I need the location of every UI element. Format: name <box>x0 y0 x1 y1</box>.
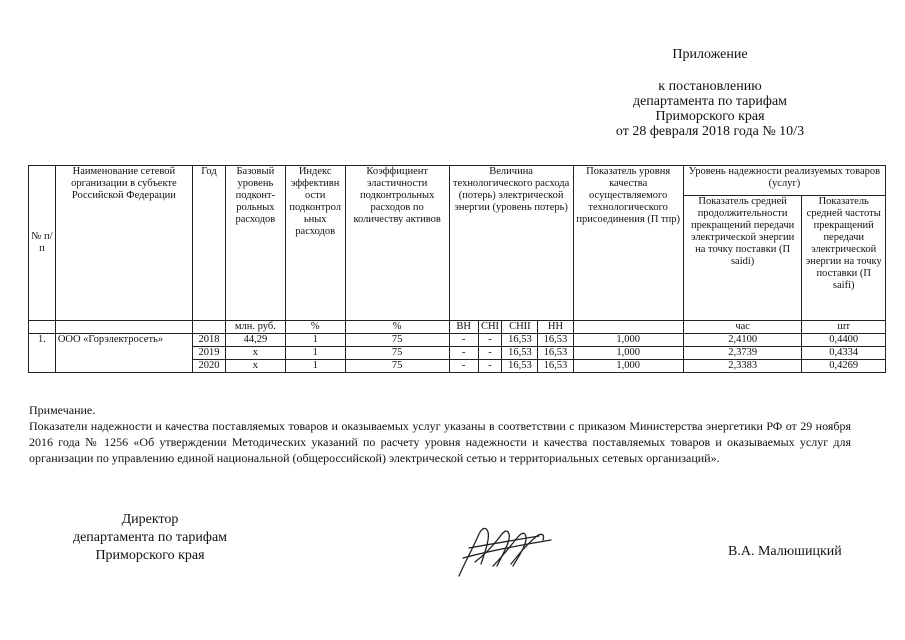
unit-vn: ВН <box>449 321 478 334</box>
cell-index: 1 <box>285 360 345 373</box>
handwritten-signature <box>455 518 555 582</box>
unit-quality <box>573 321 683 334</box>
header-coef: Коэффициент эластичности подконтрольных расходов по количеству активов <box>345 166 449 321</box>
cell-year: 2020 <box>192 360 225 373</box>
cell-vn: - <box>449 334 478 347</box>
unit-nn: НН <box>538 321 573 334</box>
org-name: ООО «Горэлектросеть» <box>55 334 192 373</box>
cell-quality: 1,000 <box>573 360 683 373</box>
cell-sn2: 16,53 <box>502 360 538 373</box>
header-saidi: Показатель средней продолжительности прекращений передачи электрической энергии на точку поставки (П saidi) <box>683 196 802 321</box>
reliability-table <box>28 165 886 373</box>
header-reliability: Уровень надежности реализуемых товаров (услуг) <box>683 166 885 196</box>
header-base: Базовый уровень подконт-рольных расходов <box>225 166 285 321</box>
unit-saifi: шт <box>802 321 886 334</box>
decree-line: Приморского края <box>655 109 765 124</box>
note-title: Примечание. <box>29 403 96 417</box>
header-losses: Величина технологического расхода (потерь) электрической энергии (уровень потерь) <box>449 166 573 321</box>
unit-sn2: СНII <box>502 321 538 334</box>
cell-sn1: - <box>478 334 502 347</box>
cell-saifi: 0,4400 <box>802 334 886 347</box>
cell-saifi: 0,4334 <box>802 347 886 360</box>
cell-coef: 75 <box>345 334 449 347</box>
unit-base: млн. руб. <box>225 321 285 334</box>
cell-sn1: - <box>478 360 502 373</box>
cell-base: 44,29 <box>225 334 285 347</box>
unit-cell <box>192 321 225 334</box>
header-saifi: Показатель средней частоты прекращений передачи электрической энергии на точку поставки (П saifi) <box>802 196 886 321</box>
cell-saidi: 2,3383 <box>683 360 802 373</box>
cell-saidi: 2,3739 <box>683 347 802 360</box>
units-row <box>29 321 886 334</box>
cell-nn: 16,53 <box>538 360 573 373</box>
cell-quality: 1,000 <box>573 347 683 360</box>
unit-coef: % <box>345 321 449 334</box>
cell-index: 1 <box>285 334 345 347</box>
cell-base: х <box>225 360 285 373</box>
cell-year: 2019 <box>192 347 225 360</box>
header-num: № п/п <box>29 166 56 321</box>
cell-saifi: 0,4269 <box>802 360 886 373</box>
decree-reference <box>590 79 830 139</box>
cell-vn: - <box>449 360 478 373</box>
cell-quality: 1,000 <box>573 334 683 347</box>
position-line: Приморского края <box>95 548 205 563</box>
cell-nn: 16,53 <box>538 347 573 360</box>
unit-index: % <box>285 321 345 334</box>
header-index: Индекс эффективн ости подконтрол ьных расходов <box>285 166 345 321</box>
cell-coef: 75 <box>345 360 449 373</box>
row-number: 1. <box>29 334 56 373</box>
header-year: Год <box>192 166 225 321</box>
cell-year: 2018 <box>192 334 225 347</box>
note-text: Показатели надежности и качества поставляемых товаров и оказываемых услуг указаны в соответствии с приказом Министерства энергетики РФ от 29 ноября 2016 года № 1256 «Об утверждении Методических указаний по расчету уровня надежности и качества поставляемых товаров и оказываемых услуг для организации по управлению единой национальной (общероссийской) электрической сетью и территориальных сетевых организаций». <box>29 419 851 465</box>
cell-base: х <box>225 347 285 360</box>
cell-sn1: - <box>478 347 502 360</box>
unit-cell <box>55 321 192 334</box>
unit-cell <box>29 321 56 334</box>
position-line: департамента по тарифам <box>72 530 228 545</box>
signatory-name: В.А. Малюшицкий <box>728 544 842 559</box>
signatory-position <box>60 511 240 565</box>
unit-saidi: час <box>683 321 802 334</box>
header-quality: Показатель уровня качества осуществляемого технологического присоединения (П тпр) <box>573 166 683 321</box>
cell-index: 1 <box>285 347 345 360</box>
decree-line: департамента по тарифам <box>632 94 788 109</box>
table-row <box>29 334 886 347</box>
appendix-label: Приложение <box>672 47 748 62</box>
note-block <box>29 402 851 466</box>
header-org: Наименование сетевой организации в субъекте Российской Федерации <box>55 166 192 321</box>
cell-sn2: 16,53 <box>502 334 538 347</box>
cell-vn: - <box>449 347 478 360</box>
decree-line: от 28 февраля 2018 года № 10/3 <box>615 124 805 139</box>
unit-sn1: СНI <box>478 321 502 334</box>
decree-line: к постановлению <box>658 79 762 94</box>
position-line: Директор <box>121 512 179 527</box>
cell-nn: 16,53 <box>538 334 573 347</box>
cell-coef: 75 <box>345 347 449 360</box>
cell-saidi: 2,4100 <box>683 334 802 347</box>
cell-sn2: 16,53 <box>502 347 538 360</box>
